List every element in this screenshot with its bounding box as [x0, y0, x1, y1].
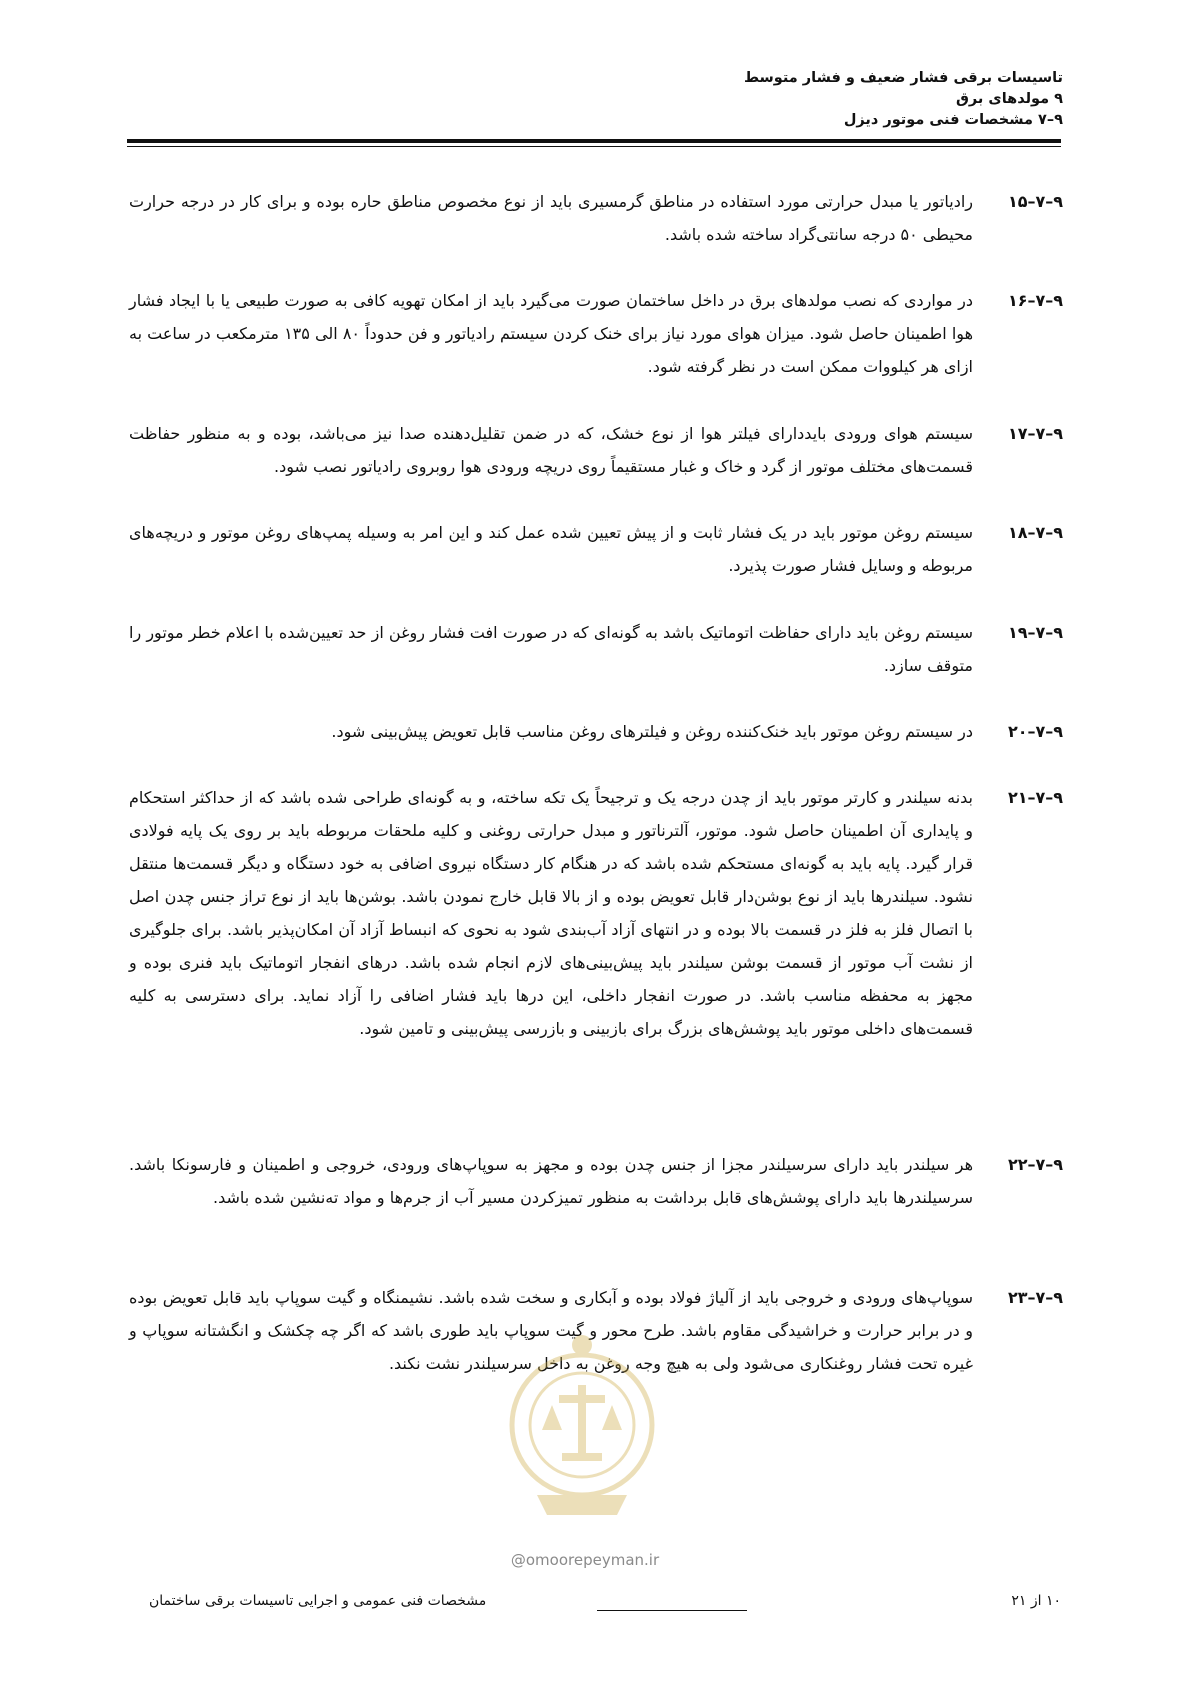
paragraph-text: هر سیلندر باید دارای سرسیلندر مجزا از جنس چدن بوده و مجهز به سوپاپ‌های ورودی، خروجی و اطمینان و فارسونکا باشد. سرسیلندرها باید دارای پوشش‌های قابل برداشت به منظور تمیزکردن مسیر آب از جرم‌ها و مواد ته‌نشین شده باشد. — [129, 1155, 973, 1207]
paragraph-number: ۹–۷–۲۲ — [1007, 1155, 1063, 1174]
header-line-2: ۹ مولدهای برق — [955, 91, 1063, 107]
header-rule-thin — [127, 146, 1061, 147]
paragraph-text: در مواردی که نصب مولدهای برق در داخل ساختمان صورت می‌گیرد باید از امکان تهویه کافی به صورت طبیعی یا با ایجاد فشار هوا اطمینان حاصل شود. میزان هوای مورد نیاز برای خنک کردن سیستم رادیاتور و فن حدوداً ۸۰ الی ۱۳۵ مترمکعب در ساعت به ازای هر کیلووات ممکن است در نظر گرفته شود. — [129, 291, 974, 376]
paragraph-number: ۹–۷–۱۸ — [1007, 523, 1063, 542]
header-line-1: تاسیسات برقی فشار ضعیف و فشار متوسط — [743, 70, 1063, 86]
paragraph-text: سیستم روغن موتور باید در یک فشار ثابت و از پیش تعیین شده عمل کند و این امر به وسیله پمپ‌های روغن موتور و دریچه‌های مربوطه و وسایل فشار صورت پذیرد. — [129, 523, 973, 575]
main-content — [129, 185, 1063, 1414]
paragraph-number: ۹–۷–۲۱ — [1007, 788, 1063, 807]
watermark-url: @omoorepeyman.ir — [510, 1551, 660, 1569]
header-rule-thick — [127, 139, 1061, 143]
paragraph — [129, 1148, 1063, 1281]
footer-title: مشخصات فنی عمومی و اجرایی تاسیسات برقی ساختمان — [149, 1593, 487, 1609]
paragraph — [129, 715, 1063, 781]
paragraph-text: رادیاتور یا مبدل حرارتی مورد استفاده در مناطق گرمسیری باید از نوع مخصوص مناطق حاره بوده و برای کار در درجه حرارت محیطی ۵۰ درجه سانتی‌گراد ساخته شده باشد. — [129, 192, 973, 244]
paragraph-number: ۹–۷–۲۰ — [1007, 722, 1063, 741]
paragraph — [129, 516, 1063, 616]
paragraph — [129, 284, 1063, 417]
page-footer — [127, 1593, 1061, 1617]
page-number: ۱۰ از ۲۱ — [1011, 1593, 1061, 1609]
paragraph-text: سیستم هوای ورودی بایددارای فیلتر هوا از نوع خشک، که در ضمن تقلیل‌دهنده صدا نیز می‌باشد، بوده و به منظور حفاظت قسمت‌های مختلف موتور از گرد و خاک و غبار مستقیماً روی دریچه ورودی هوا روبروی رادیاتور نصب شود. — [129, 424, 973, 476]
paragraph-number: ۹–۷–۱۵ — [1007, 192, 1063, 211]
header-line-3: ۹–۷ مشخصات فنی موتور دیزل — [843, 112, 1063, 128]
paragraph — [129, 616, 1063, 715]
running-header — [129, 68, 1063, 131]
paragraph — [129, 417, 1063, 516]
paragraph-text: سوپاپ‌های ورودی و خروجی باید از آلیاژ فولاد بوده و آبکاری و سخت شده باشد. نشیمنگاه و گیت سوپاپ باید قابل تعویض بوده و در برابر حرارت و خراشیدگی مقاوم باشد. طرح محور و گیت سوپاپ باید طوری باشد که اگر چه چکشک و انگشتانه سوپاپ و غیره تحت فشار روغنکاری می‌شود ولی به هیچ وجه روغن به داخل سرسیلندر نشت نکند. — [129, 1288, 973, 1373]
paragraph-number: ۹–۷–۲۳ — [1007, 1288, 1063, 1307]
paragraph-text: بدنه سیلندر و کارتر موتور باید از چدن درجه یک و ترجیحاً یک تکه ساخته، و به گونه‌ای طراحی شده باشد که از حداکثر استحکام و پایداری آن اطمینان حاصل شود. موتور، آلترناتور و مبدل حرارتی روغنی و کلیه ملحقات مربوطه باید بر روی یک پایه فولادی قرار گیرد. پایه باید به گونه‌ای مستحکم شده باشد که در هنگام کار دستگاه نیروی اضافی به خود دستگاه و دیگر قسمت‌ها منتقل نشود. سیلندرها باید از نوع بوشن‌دار قابل تعویض بوده و از بالا قابل خارج نمودن باشد. بوشن‌ها باید از نوع تراز جنس چدن اصل با اتصال فلز به فلز در قسمت بالا بوده و در انتهای آزاد آب‌بندی شود به نحوی که انبساط آزاد آن امکان‌پذیر باشد. برای جلوگیری از نشت آب موتور از قسمت بوشن سیلندر باید پیش‌بینی‌های لازم انجام شده باشد. درهای انفجار اتوماتیک باید فنری بوده و مجهز به محفظه مناسب باشد. در صورت انفجار داخلی، این درها باید فشار اضافی را آزاد نماید. برای دسترسی به کلیه قسمت‌های داخلی موتور باید پوشش‌های بزرگ برای بازبینی و بازرسی پیش‌بینی و تامین شود. — [129, 788, 973, 1038]
paragraph — [129, 1281, 1063, 1414]
paragraph — [129, 185, 1063, 284]
paragraph-text: سیستم روغن باید دارای حفاظت اتوماتیک باشد به گونه‌ای که در صورت افت فشار روغن از حد تعیین‌شده با اعلام خطر موتور را متوقف سازد. — [129, 623, 973, 675]
paragraph — [129, 781, 1063, 1148]
paragraph-text: در سیستم روغن موتور باید خنک‌کننده روغن و فیلترهای روغن مناسب قابل تعویض پیش‌بینی شود. — [331, 722, 973, 741]
paragraph-number: ۹–۷–۱۷ — [1007, 424, 1063, 443]
paragraph-number: ۹–۷–۱۶ — [1007, 291, 1063, 310]
paragraph-number: ۹–۷–۱۹ — [1007, 623, 1063, 642]
footer-rule — [597, 1610, 747, 1611]
